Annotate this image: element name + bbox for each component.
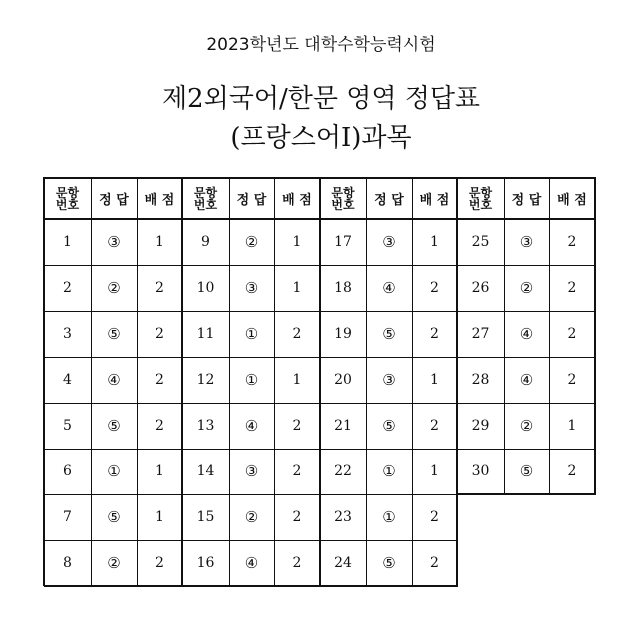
points-cell: 1 <box>292 233 302 250</box>
answer-cell: ③ <box>382 370 396 389</box>
answer-cell: ① <box>107 462 121 481</box>
header-separator <box>320 218 458 220</box>
group-border <box>594 177 596 494</box>
points-cell: 2 <box>292 509 302 526</box>
column-divider <box>412 178 413 586</box>
row-divider <box>320 357 457 358</box>
points-cell: 2 <box>292 555 302 572</box>
points-cell: 2 <box>430 417 439 434</box>
row-divider <box>457 449 595 450</box>
row-divider <box>182 357 320 358</box>
row-divider <box>182 403 320 404</box>
question-number-cell: 9 <box>201 233 210 250</box>
answer-cell: ⑤ <box>382 416 396 435</box>
points-cell: 2 <box>155 417 164 434</box>
row-divider <box>44 265 182 266</box>
answer-cell: ② <box>107 554 121 573</box>
answer-cell: ③ <box>382 232 396 251</box>
answer-cell: ③ <box>244 278 259 297</box>
question-number-cell: 11 <box>196 325 215 342</box>
column-divider <box>274 178 275 586</box>
column-divider <box>91 178 92 586</box>
row-divider <box>44 494 182 495</box>
answer-cell: ⑤ <box>107 416 121 435</box>
points-cell: 2 <box>430 325 439 342</box>
question-number-cell: 5 <box>63 417 72 434</box>
column-divider <box>549 178 550 494</box>
row-divider <box>320 311 457 312</box>
row-divider <box>320 265 457 266</box>
question-number-cell: 10 <box>196 279 215 296</box>
points-cell: 2 <box>430 279 439 296</box>
header-points: 배 점 <box>419 193 450 208</box>
header-answer: 정 답 <box>374 193 404 208</box>
row-divider <box>182 540 320 541</box>
points-cell: 2 <box>567 279 577 296</box>
points-cell: 1 <box>430 371 439 388</box>
points-cell: 1 <box>292 371 302 388</box>
answer-cell: ② <box>244 232 259 251</box>
question-number-cell: 26 <box>471 279 490 296</box>
row-divider <box>320 449 457 450</box>
points-cell: 2 <box>567 371 577 388</box>
header-points: 배 점 <box>144 193 175 208</box>
row-divider <box>457 265 595 266</box>
question-number-cell: 19 <box>334 325 352 342</box>
row-divider <box>320 403 457 404</box>
question-number-cell: 1 <box>63 233 72 250</box>
row-divider <box>457 311 595 312</box>
points-cell: 1 <box>155 509 164 526</box>
points-cell: 2 <box>430 509 439 526</box>
points-cell: 1 <box>292 279 302 296</box>
points-cell: 1 <box>567 417 577 434</box>
table-bottom-border <box>320 585 458 587</box>
question-number-cell: 23 <box>334 509 352 526</box>
header-answer: 정 답 <box>99 193 129 208</box>
answer-cell: ③ <box>107 232 121 251</box>
answer-cell: ② <box>107 278 121 297</box>
group-border <box>181 177 183 586</box>
header-separator <box>182 218 321 220</box>
header-points: 배 점 <box>282 193 312 208</box>
row-divider <box>44 540 182 541</box>
column-divider <box>229 178 230 586</box>
row-divider <box>182 494 320 495</box>
question-number-cell: 15 <box>196 509 215 526</box>
header-separator <box>457 218 596 220</box>
table-top-border <box>44 177 183 179</box>
question-number-cell: 7 <box>63 509 72 526</box>
column-divider <box>504 178 505 494</box>
points-cell: 1 <box>430 463 439 480</box>
header-answer: 정 답 <box>511 193 542 208</box>
answer-cell: ⑤ <box>519 462 534 481</box>
row-divider <box>44 449 182 450</box>
header-separator <box>44 218 183 220</box>
group-border <box>456 177 458 494</box>
answer-cell: ④ <box>519 370 534 389</box>
answer-cell: ③ <box>244 462 259 481</box>
row-divider <box>320 540 457 541</box>
question-number-cell: 12 <box>196 371 215 388</box>
column-divider <box>137 178 138 586</box>
row-divider <box>182 311 320 312</box>
row-divider <box>457 357 595 358</box>
points-cell: 1 <box>155 463 164 480</box>
question-number-cell: 2 <box>63 279 72 296</box>
answer-cell: ③ <box>519 232 534 251</box>
answer-cell: ① <box>382 462 396 481</box>
table-top-border <box>457 177 596 179</box>
answer-cell: ① <box>244 370 259 389</box>
group-border <box>319 177 321 586</box>
answer-cell: ⑤ <box>382 324 396 343</box>
row-divider <box>44 357 182 358</box>
row-divider <box>320 494 457 495</box>
row-divider <box>182 265 320 266</box>
question-number-cell: 17 <box>334 233 352 250</box>
points-cell: 1 <box>155 233 164 250</box>
exam-year-heading: 2023학년도 대학수학능력시험 <box>206 35 436 55</box>
answer-cell: ① <box>382 508 396 527</box>
answer-cell: ④ <box>244 416 259 435</box>
column-divider <box>366 178 367 586</box>
header-question-number: 문항 번호 <box>55 185 80 212</box>
row-divider <box>44 403 182 404</box>
table-top-border <box>182 177 321 179</box>
answer-cell: ② <box>519 278 534 297</box>
question-number-cell: 18 <box>334 279 352 296</box>
table-bottom-border <box>182 585 321 587</box>
points-cell: 2 <box>155 371 164 388</box>
answer-cell: ④ <box>519 324 534 343</box>
row-divider <box>182 449 320 450</box>
question-number-cell: 16 <box>196 555 215 572</box>
group-border <box>43 177 45 586</box>
header-answer: 정 답 <box>236 193 267 208</box>
question-number-cell: 27 <box>471 325 490 342</box>
answer-cell: ① <box>244 324 259 343</box>
points-cell: 2 <box>567 463 577 480</box>
question-number-cell: 3 <box>63 325 72 342</box>
answer-cell: ⑤ <box>382 554 396 573</box>
question-number-cell: 14 <box>196 463 215 480</box>
question-number-cell: 28 <box>471 371 490 388</box>
header-question-number: 문항 번호 <box>468 185 493 212</box>
points-cell: 2 <box>155 325 164 342</box>
header-question-number: 문항 번호 <box>193 185 218 212</box>
table-bottom-border <box>457 493 596 495</box>
points-cell: 2 <box>155 279 164 296</box>
answer-cell: ⑤ <box>107 324 121 343</box>
answer-cell: ④ <box>382 278 396 297</box>
answer-cell: ⑤ <box>107 508 121 527</box>
answer-key-title: 제2외국어/한문 영역 정답표 <box>161 84 481 114</box>
points-cell: 1 <box>430 233 439 250</box>
table-top-border <box>320 177 458 179</box>
row-divider <box>457 403 595 404</box>
table-bottom-border <box>44 585 183 587</box>
answer-cell: ② <box>244 508 259 527</box>
question-number-cell: 4 <box>63 371 72 388</box>
header-points: 배 점 <box>557 193 587 208</box>
question-number-cell: 29 <box>471 417 490 434</box>
subject-subtitle: (프랑스어Ⅰ)과목 <box>230 123 412 153</box>
question-number-cell: 8 <box>63 555 72 572</box>
question-number-cell: 21 <box>334 417 352 434</box>
points-cell: 2 <box>567 233 577 250</box>
question-number-cell: 13 <box>196 417 215 434</box>
points-cell: 2 <box>292 417 302 434</box>
answer-cell: ② <box>519 416 534 435</box>
points-cell: 2 <box>430 555 439 572</box>
question-number-cell: 6 <box>63 463 72 480</box>
question-number-cell: 24 <box>334 555 352 572</box>
question-number-cell: 20 <box>334 371 352 388</box>
points-cell: 2 <box>292 463 302 480</box>
question-number-cell: 25 <box>471 233 490 250</box>
points-cell: 2 <box>155 555 164 572</box>
answer-cell: ④ <box>244 554 259 573</box>
question-number-cell: 30 <box>471 463 490 480</box>
points-cell: 2 <box>567 325 577 342</box>
row-divider <box>44 311 182 312</box>
header-question-number: 문항 번호 <box>331 185 355 212</box>
points-cell: 2 <box>292 325 302 342</box>
question-number-cell: 22 <box>334 463 352 480</box>
answer-cell: ④ <box>107 370 121 389</box>
